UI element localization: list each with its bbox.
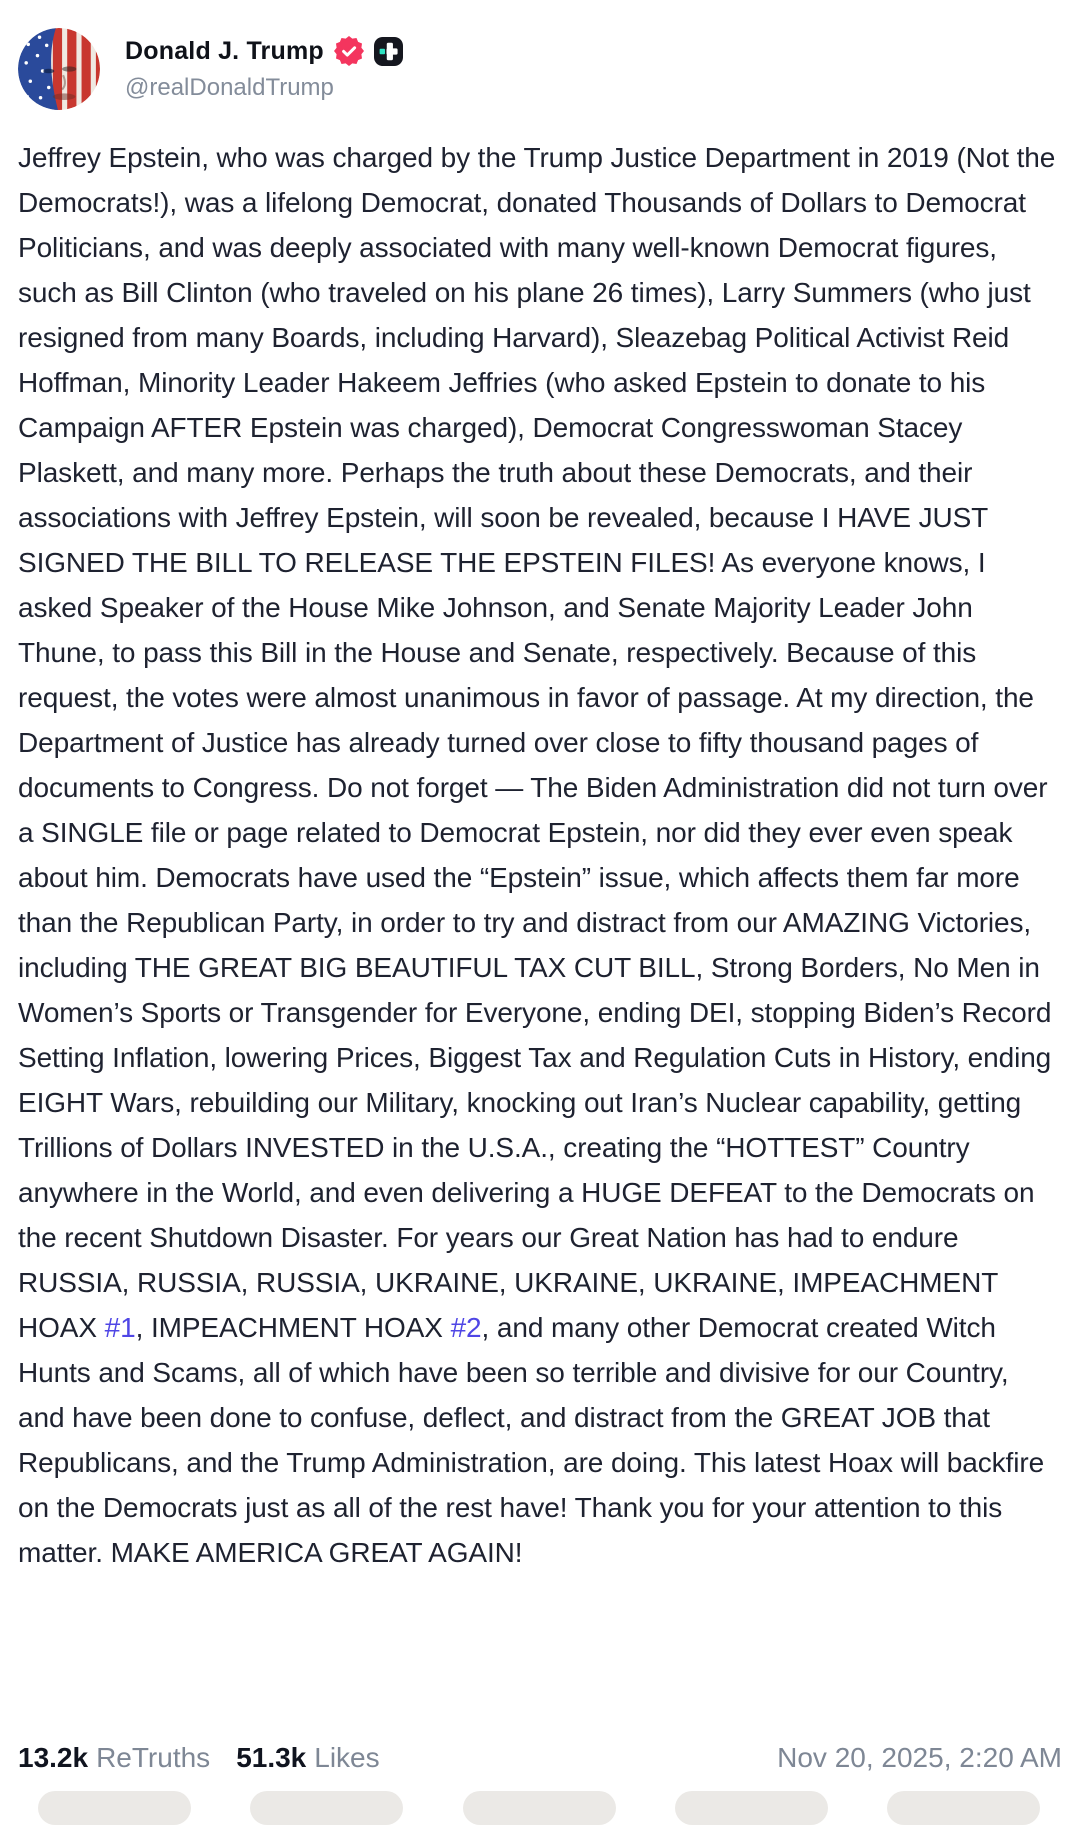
post-body bbox=[18, 135, 1062, 1575]
post-body-text: Jeffrey Epstein, who was charged by the Trump Justice Department in 2019 (Not the Democrats!), was a lifelong Democrat, donated Thousands of Dollars to Democrat Politicians, and was deeply associated with many well-known Democrat figures, such as Bill Clinton (who traveled on his plane 26 times), Larry Summers (who just resigned from many Boards, including Harvard), Sleazebag Political Activist Reid Hoffman, Minority Leader Hakeem Jeffries (who asked Epstein to donate to his Campaign AFTER Epstein was charged), Democrat Congresswoman Stacey Plaskett, and many more. Perhaps the truth about these Democrats, and their associations with Jeffrey Epstein, will soon be revealed, because I HAVE JUST SIGNED THE BILL TO RELEASE THE EPSTEIN FILES! As everyone knows, I asked Speaker of the House Mike Johnson, and Senate Majority Leader John Thune, to pass this Bill in the House and Senate, respectively. Because of this request, the votes were almost unanimous in favor of passage. At my direction, the Department of Justice has already turned over close to fifty thousand pages of documents to Congress. Do not forget — The Biden Administration did not turn over a SINGLE file or page related to Democrat Epstein, nor did they ever even speak about him. Democrats have used the “Epstein” issue, which affects them far more than the Republican Party, in order to try and distract from our AMAZING Victories, including THE GREAT BIG BEAUTIFUL TAX CUT BILL, Strong Borders, No Men in Women’s Sports or Transgender for Everyone, ending DEI, stopping Biden’s Record Setting Inflation, lowering Prices, Biggest Tax and Regulation Cuts in History, ending EIGHT Wars, rebuilding our Military, knocking out Iran’s Nuclear capability, getting Trillions of Dollars INVESTED in the U.S.A., creating the “HOTTEST” Country anywhere in the World, and even delivering a HUGE DEFEAT to the Democrats on the recent Shutdown Disaster. For years our Great Nation has had to endure RUSSIA, RUSSIA, RUSSIA, UKRAINE, UKRAINE, UKRAINE, IMPEACHMENT HOAX bbox=[18, 142, 1056, 1343]
retruths-stat[interactable] bbox=[18, 1742, 210, 1774]
identity-block bbox=[125, 36, 403, 102]
flag-face-avatar-image bbox=[18, 28, 100, 110]
post-body-text: , and many other Democrat created Witch Hunts and Scams, all of which have been so terrible and divisive for our Country, and have been done to confuse, deflect, and distract from the GREAT JOB that Republicans, and the Trump Administration, are doing. This latest Hoax will backfire on the Democrats just as all of the rest have! Thank you for your attention to this matter. MAKE AMERICA GREAT AGAIN! bbox=[18, 1312, 1045, 1568]
post-stats bbox=[18, 1742, 380, 1774]
user-handle[interactable]: @realDonaldTrump bbox=[125, 74, 334, 101]
action-bar bbox=[38, 1791, 1040, 1825]
post-timestamp: Nov 20, 2025, 2:20 AM bbox=[777, 1742, 1062, 1773]
action-button-placeholder[interactable] bbox=[675, 1791, 828, 1825]
verified-badge-icon bbox=[334, 36, 364, 66]
action-button-placeholder[interactable] bbox=[38, 1791, 191, 1825]
action-button-placeholder[interactable] bbox=[250, 1791, 403, 1825]
post-body-text: , IMPEACHMENT HOAX bbox=[135, 1312, 451, 1343]
impeachment-hoax-1-link[interactable]: #1 bbox=[104, 1312, 136, 1343]
action-button-placeholder[interactable] bbox=[887, 1791, 1040, 1825]
profile-avatar[interactable] bbox=[18, 28, 100, 110]
name-row bbox=[125, 36, 403, 66]
post-header bbox=[18, 0, 1062, 110]
likes-stat[interactable] bbox=[236, 1742, 379, 1774]
post-meta-row bbox=[18, 1742, 1062, 1774]
action-button-placeholder[interactable] bbox=[463, 1791, 616, 1825]
impeachment-hoax-2-link[interactable]: #2 bbox=[450, 1312, 482, 1343]
display-name[interactable]: Donald J. Trump bbox=[125, 36, 324, 65]
retruths-label: ReTruths bbox=[96, 1742, 211, 1773]
likes-label: Likes bbox=[314, 1742, 380, 1773]
retruths-count: 13.2k bbox=[18, 1742, 89, 1773]
likes-count: 51.3k bbox=[236, 1742, 307, 1773]
truth-plus-badge-icon bbox=[374, 37, 403, 66]
